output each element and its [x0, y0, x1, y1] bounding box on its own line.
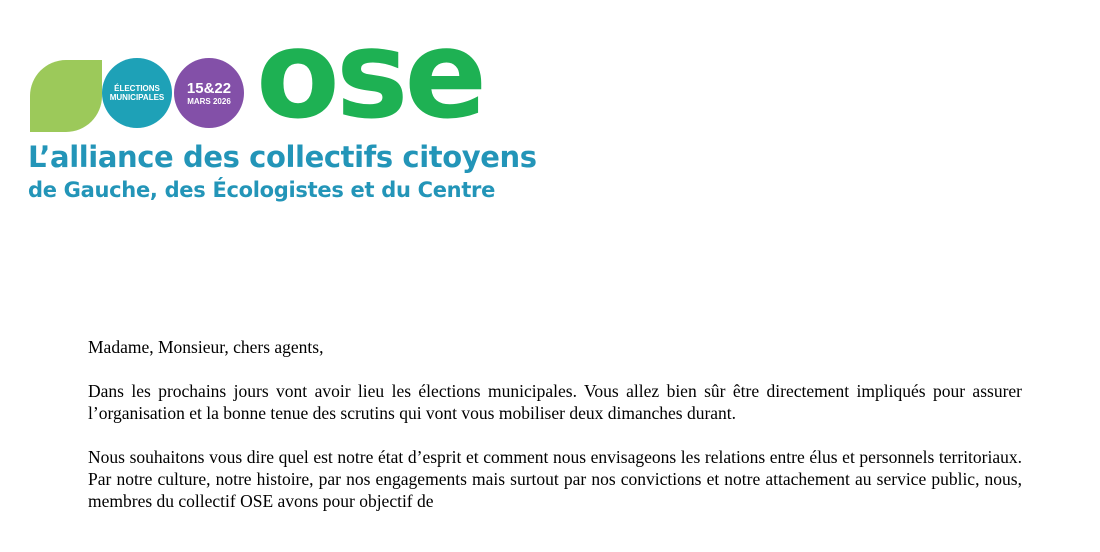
badge-elections-line2: MUNICIPALES	[109, 93, 165, 102]
dates-badge	[174, 58, 244, 128]
tagline-line1: L’alliance des collectifs citoyens	[28, 140, 537, 174]
leaf-icon	[30, 60, 102, 132]
letter-body	[88, 336, 1022, 534]
letter-salutation: Madame, Monsieur, chers agents,	[88, 337, 324, 357]
ose-logo	[28, 4, 590, 213]
badge-dates-month: MARS 2026	[187, 96, 231, 106]
badge-dates-days: 15&22	[186, 79, 232, 97]
elections-badge	[102, 58, 172, 128]
letter-paragraph-2: Nous souhaitons vous dire quel est notre état d’esprit et comment nous envisageons les relations entre élus et personnels territoriaux. Par notre culture, notre histoire, par nos engagements mais surtout par nos convictions et notre attachement au service public, nous, membres du collectif OSE avons pour objectif de	[88, 447, 1022, 511]
letter-paragraph-1: Dans les prochains jours vont avoir lieu les élections municipales. Vous allez bien sûr être directement impliqués pour assurer l’organisation et la bonne tenue des scrutins qui vont vous mobiliser deux dimanches durant.	[88, 381, 1022, 423]
badge-elections-line1: ÉLECTIONS	[114, 84, 160, 93]
tagline-line2: de Gauche, des Écologistes et du Centre	[28, 178, 496, 202]
brand-wordmark: ose	[256, 4, 484, 146]
